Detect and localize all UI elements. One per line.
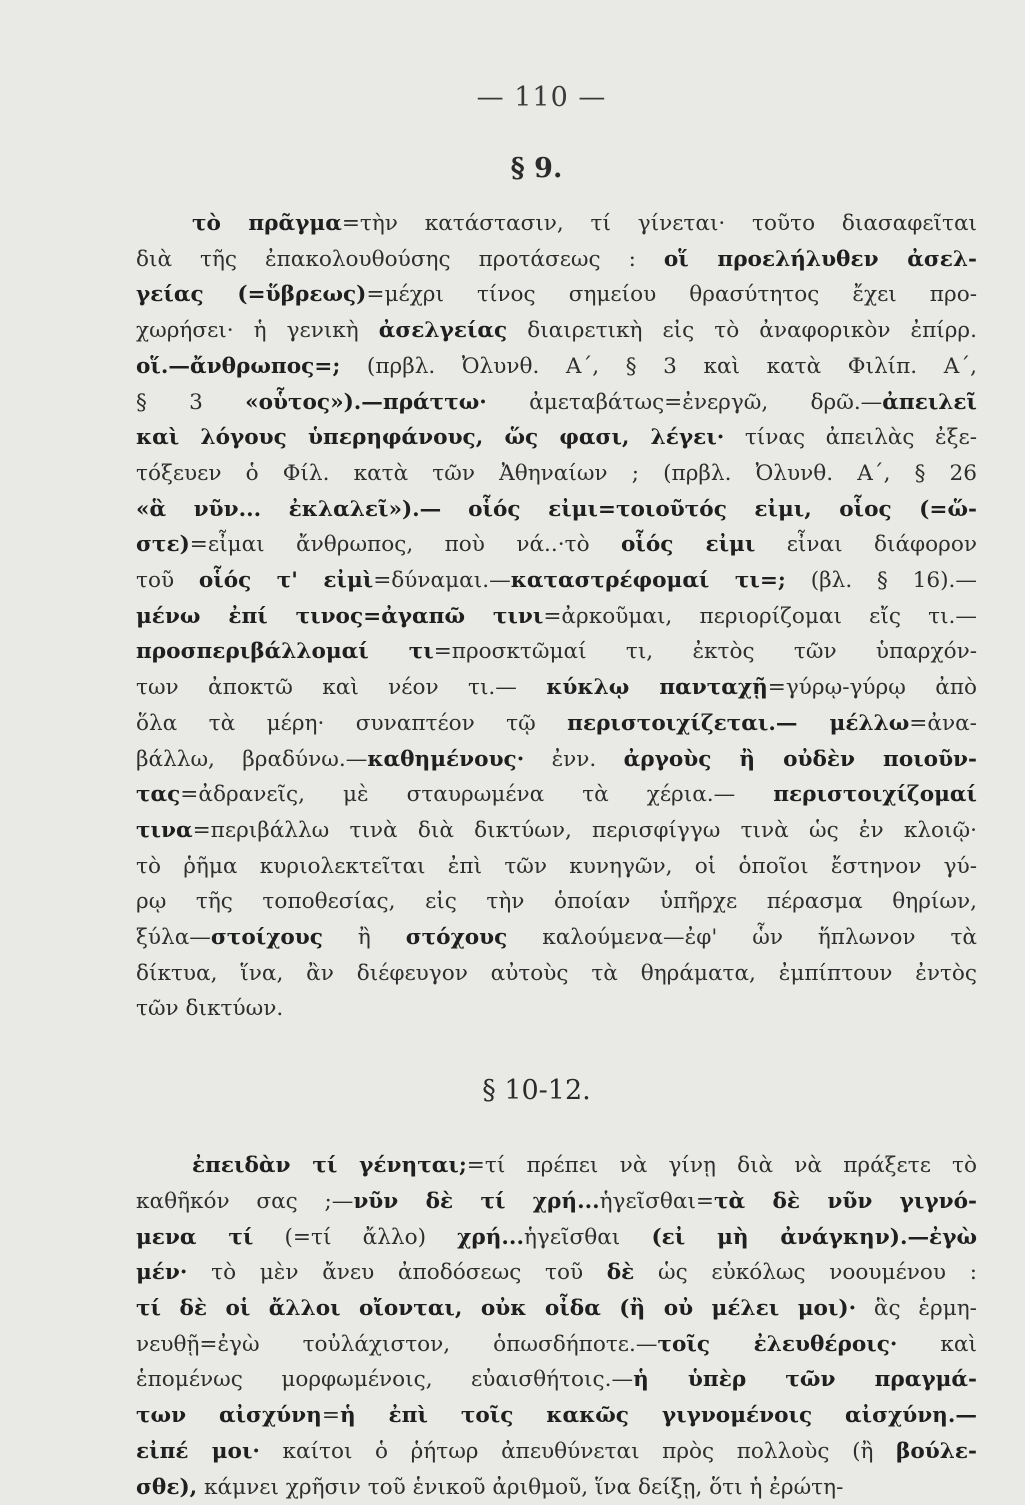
text-line [136, 777, 977, 813]
text-run: (πρβλ. Ὀλυνθ. Α΄, § 3 καὶ κατὰ Φιλίπ. Α΄, [340, 354, 977, 379]
text-line [136, 277, 977, 313]
text-line [136, 599, 977, 635]
bold-term: ἀργοὺς ἢ οὐδὲν ποιοῦν- [624, 747, 977, 772]
bold-term: σθε), [136, 1475, 197, 1500]
text-run: (βλ. § 16).— [786, 568, 977, 593]
bold-term: οἷός εἰμι=τοιοῦτός εἰμι, οἷος (=ὥ- [468, 497, 977, 522]
text-line [136, 884, 977, 920]
text-run: ρῳ τῆς τοποθεσίας, εἰς τὴν ὁποίαν ὑπῆρχε πέρασμα θηρίων, [136, 889, 977, 914]
text-run: διὰ τῆς ἐπακολουθούσης προτάσεως : [136, 247, 664, 272]
text-line [136, 1255, 977, 1291]
text-run: = [322, 1403, 340, 1428]
text-run: τῶν δικτύων. [136, 996, 283, 1021]
text-line [136, 420, 977, 456]
text-run: ὡς εὐκόλως νοουμένου : [634, 1260, 977, 1285]
text-line [136, 670, 977, 706]
text-run: =μέχρι τίνος σημείου θρασύτητος ἔχει προ- [366, 282, 977, 307]
text-run: ἃς ἑρμη- [856, 1296, 977, 1321]
bold-term: βούλε- [896, 1439, 977, 1464]
text-run: ἐνν. [524, 747, 623, 772]
bold-term: εἰπέ μοι· [136, 1439, 260, 1464]
bold-term: προσπεριβάλλομαί τι [136, 639, 434, 664]
text-run: ξύλα— [136, 925, 211, 950]
text-line [136, 1220, 977, 1256]
text-line [136, 706, 977, 742]
section-heading-9: § 9. [96, 153, 977, 184]
bold-term: μένω ἐπί τινος=ἀγαπῶ τινι [136, 604, 543, 629]
text-line [136, 1148, 977, 1184]
text-line [136, 242, 977, 278]
text-line [136, 1398, 977, 1434]
text-run: καὶ [897, 1332, 977, 1357]
section-heading-10-12: § 10-12. [96, 1075, 977, 1106]
text-run: νευθῇ=ἐγὼ τοὐλάχιστον, ὁπωσδήποτε.— [136, 1332, 657, 1357]
text-run: τίνας ἀπειλὰς ἐξε- [724, 425, 977, 450]
bold-term: κύκλῳ πανταχῇ [546, 675, 768, 700]
text-line [136, 1184, 977, 1220]
bold-term: οἷός τ' εἰμὶ [199, 568, 373, 593]
text-run: =δύναμαι.— [373, 568, 510, 593]
text-run: διαιρετικὴ εἰς τὸ ἀναφορικὸν ἐπίρρ. [507, 318, 977, 343]
bold-term: τας [136, 782, 180, 807]
bold-term: οἷός εἰμι [621, 532, 755, 557]
text-line [136, 1362, 977, 1398]
page-number: — 110 — [106, 82, 977, 113]
text-run: =τὴν κατάστασιν, τί γίνεται· τοῦτο διασαφεῖται [342, 211, 977, 236]
text-run: § 3 [136, 390, 245, 415]
text-run: =εἶμαι ἄνθρωπος, ποὺ νά..·τὸ [190, 532, 621, 557]
paragraph-section-9 [136, 206, 977, 1027]
bold-term: ἡ ἐπὶ τοῖς κακῶς γιγνομένοις αἰσχύνη.— [340, 1403, 977, 1428]
bold-term: οἵ προελήλυθεν ἀσελ- [664, 247, 977, 272]
text-run: ἡγεῖσθαι= [600, 1189, 714, 1214]
text-line [136, 385, 977, 421]
text-run: καίτοι ὁ ῥήτωρ ἀπευθύνεται πρὸς πολλοὺς (ἢ [260, 1439, 896, 1464]
bold-term: (εἰ μὴ ἀνάγκην).—ἐγὼ [651, 1225, 977, 1250]
bold-term: στόχους [406, 925, 508, 950]
text-run: ἡγεῖσθαι [524, 1225, 651, 1250]
text-line [136, 956, 977, 992]
bold-term: νῦν δὲ τί χρή... [353, 1189, 599, 1214]
text-line [136, 991, 977, 1027]
bold-term: τὰ δὲ νῦν γιγνό- [714, 1189, 977, 1214]
text-run: τὸ μὲν ἄνευ ἀποδόσεως τοῦ [187, 1260, 606, 1285]
text-run: =τί πρέπει νὰ γίνῃ διὰ νὰ πράξετε τὸ [467, 1153, 977, 1178]
text-run: =περιβάλλω τινὰ διὰ δικτύων, περισφίγγω τινὰ ὡς ἐν κλοιῷ· [193, 818, 977, 843]
text-line [136, 634, 977, 670]
text-run: ἀμεταβάτως=ἐνεργῶ, δρῶ.— [487, 390, 882, 415]
bold-term: οἵ.—ἄνθρωπος=; [136, 354, 340, 379]
bold-term: ἡ ὑπὲρ τῶν πραγμά- [633, 1367, 977, 1392]
bold-term: τί δὲ οἱ ἄλλοι οἴονται, οὐκ οἶδα (ἢ οὐ μέλει μοι)· [136, 1296, 856, 1321]
text-run: =γύρῳ-γύρῳ ἀπὸ [768, 675, 977, 700]
bold-term: μενα τί [136, 1225, 253, 1250]
text-line [136, 813, 977, 849]
text-run: ἢ [323, 925, 406, 950]
text-line [136, 206, 977, 242]
bold-term: ἀπειλεῖ [882, 390, 977, 415]
bold-term: τὸ πρᾶγμα [192, 211, 342, 236]
text-run: τόξευεν ὁ Φίλ. κατὰ τῶν Ἀθηναίων ; (πρβλ. Ὀλυνθ. Α΄, § 26 [136, 461, 977, 486]
text-run: =ἀδρανεῖς, μὲ σταυρωμένα τὰ χέρια.— [180, 782, 773, 807]
bold-term: δὲ [607, 1260, 635, 1285]
text-run: τὸ ῥῆμα κυριολεκτεῖται ἐπὶ τῶν κυνηγῶν, οἱ ὁποῖοι ἔστηνον γύ- [136, 854, 977, 879]
bold-term: ἐπειδὰν τί γένηται; [192, 1153, 467, 1178]
paragraph-section-10-12 [136, 1148, 977, 1505]
bold-term: «ἃ νῦν... ἐκλαλεῖ»).— [136, 497, 441, 522]
text-run [441, 497, 468, 522]
bold-term: στε) [136, 532, 190, 557]
text-line [136, 849, 977, 885]
bold-term: περιστοιχίζομαί [773, 782, 977, 807]
text-run: βάλλω, βραδύνω.— [136, 747, 367, 772]
text-line [136, 1434, 977, 1470]
text-run: καθῆκόν σας ;— [136, 1189, 353, 1214]
bold-term: γείας (=ὕβρεως) [136, 282, 366, 307]
text-line [136, 563, 977, 599]
text-run: ἑπομένως μορφωμένοις, εὐαισθήτοις.— [136, 1367, 633, 1392]
bold-term: ἀσελγείας [379, 318, 507, 343]
text-line [136, 527, 977, 563]
text-run: τοῦ [136, 568, 199, 593]
text-line [136, 1327, 977, 1363]
bold-term: τινα [136, 818, 193, 843]
text-run: χωρήσει· ἡ γενικὴ [136, 318, 379, 343]
text-run: =ἀρκοῦμαι, περιορίζομαι εἴς τι.— [543, 604, 977, 629]
text-line [136, 492, 977, 528]
text-line [136, 920, 977, 956]
text-run: κάμνει χρῆσιν τοῦ ἑνικοῦ ἀριθμοῦ, ἵνα δείξῃ, ὅτι ἡ ἐρώτη- [197, 1475, 843, 1500]
bold-term: στοίχους [211, 925, 323, 950]
text-line [136, 742, 977, 778]
text-line [136, 456, 977, 492]
bold-term: χρή... [457, 1225, 524, 1250]
bold-term: περιστοιχίζεται.— μέλλω [567, 711, 909, 736]
bold-term: «οὗτος»).—πράττω· [245, 390, 487, 415]
bold-term: τοῖς ἐλευθέροις· [657, 1332, 897, 1357]
text-line [136, 349, 977, 385]
bold-term: καταστρέφομαί τι=; [511, 568, 786, 593]
text-run: (=τί ἄλλο) [253, 1225, 457, 1250]
text-run: =ἀνα- [909, 711, 977, 736]
bold-term: καὶ λόγους ὑπερηφάνους, ὥς φασι, λέγει· [136, 425, 724, 450]
text-run: των ἀποκτῶ καὶ νέον τι.— [136, 675, 546, 700]
bold-term: των αἰσχύνη [136, 1403, 322, 1428]
bold-term: μέν· [136, 1260, 187, 1285]
text-line [136, 1291, 977, 1327]
text-run: ὅλα τὰ μέρη· συναπτέον τῷ [136, 711, 567, 736]
text-run: καλούμενα—ἐφ' ὧν ἥπλωνον τὰ [507, 925, 977, 950]
bold-term: καθημένους· [367, 747, 524, 772]
text-run: δίκτυα, ἵνα, ἂν διέφευγον αὐτοὺς τὰ θηράματα, ἐμπίπτουν ἐντὸς [136, 961, 977, 986]
text-run: =προσκτῶμαί τι, ἐκτὸς τῶν ὑπαρχόν- [434, 639, 977, 664]
text-run: εἶναι διάφορον [755, 532, 977, 557]
text-line [136, 313, 977, 349]
